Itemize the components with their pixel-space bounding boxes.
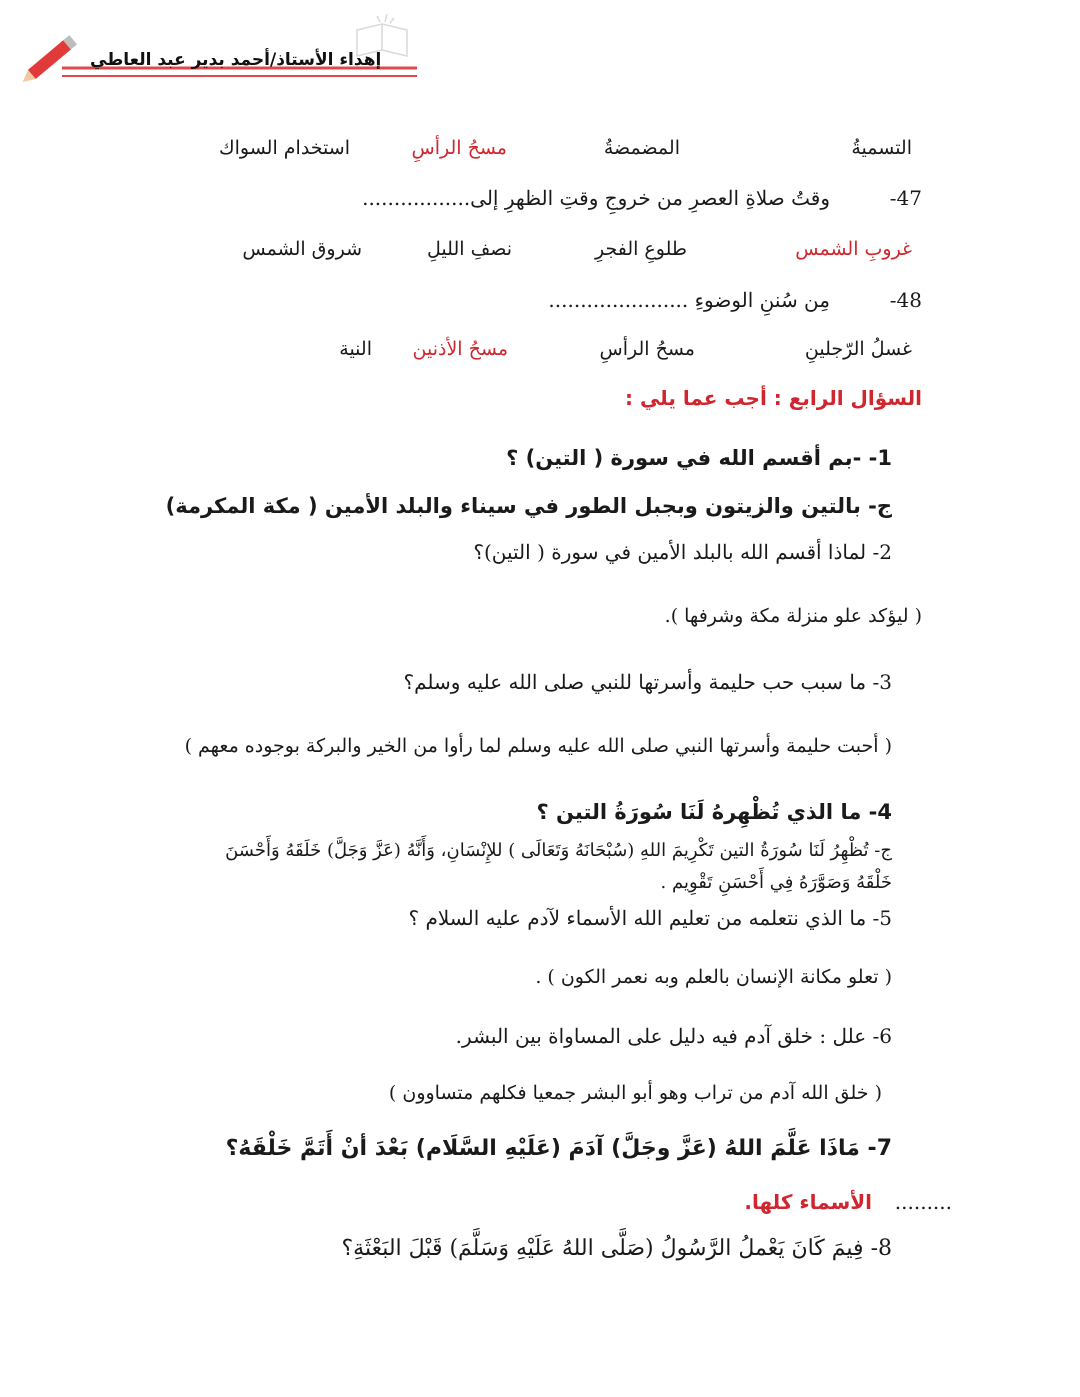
dedication-text: إهداء الأستاذ/أحمد بدير عبد العاطي [90, 50, 382, 70]
section4-title: السؤال الرابع : أجب عما يلي : [624, 386, 922, 410]
q48-number: 48- [889, 288, 922, 312]
q3: 3- ما سبب حب حليمة وأسرتها للنبي صلى الله عليه وسلم؟ [403, 670, 892, 694]
q48-text: مِن سُننِ الوضوءِ ...................... [548, 288, 830, 312]
a5: ( تعلو مكانة الإنسان بالعلم وبه نعمر الكون ) . [535, 966, 892, 988]
q48-option-1: غسلُ الرّجلينِ [804, 338, 912, 360]
q47-option-1-answer: غروبِ الشمس [795, 238, 912, 260]
q6: 6- علل : خلق آدم فيه دليل على المساواة بين البشر. [455, 1024, 892, 1048]
a7: الأسماء كلها. [744, 1190, 872, 1214]
a7-dots: ......... [894, 1190, 952, 1214]
q5: 5- ما الذي نتعلمه من تعليم الله الأسماء لآدم عليه السلام ؟ [408, 906, 892, 930]
q2: 2- لماذا أقسم الله بالبلد الأمين في سورة ( التين)؟ [473, 540, 892, 564]
q48-option-3-answer: مسحُ الأذنين [412, 338, 508, 360]
q46-option-4: استخدام السواك [218, 137, 350, 159]
q4: 4- ما الذي تُظْهِرهُ لَنَا سُورَةُ التين ؟ [536, 800, 892, 824]
a4-line2: خَلْقَهُ وَصَوَّرَهُ فِي أَحْسَنِ تَقْوِيم . [660, 872, 892, 893]
q7: 7- مَاذَا عَلَّمَ اللهُ (عَزَّ وجَلَّ) آدَمَ (عَلَيْهِ السَّلَام) بَعْدَ أنْ أَتَمَّ خَلْقَهُ؟ [225, 1136, 892, 1161]
a2: ( ليؤكد علو منزلة مكة وشرفها ). [664, 605, 922, 627]
q47-option-3: نصفِ الليلِ [427, 238, 512, 260]
a3: ( أحبت حليمة وأسرتها النبي صلى الله عليه وسلم لما رأوا من الخير والبركة بوجوده معهم ) [184, 735, 892, 757]
q47-option-4: شروق الشمس [242, 238, 362, 260]
q48-option-4: النية [339, 338, 372, 360]
a6: ( خلق الله آدم من تراب وهو أبو البشر جمعيا فكلهم متساوون ) [388, 1082, 882, 1104]
a1: ج- بالتين والزيتون وبجبل الطور في سيناء والبلد الأمين ( مكة المكرمة) [165, 494, 892, 518]
q46-option-1: التسميةُ [851, 137, 912, 159]
header-banner [22, 8, 422, 88]
pencil-book-icon [22, 8, 422, 88]
q46-option-2: المضمضةُ [603, 137, 680, 159]
q47-option-2: طلوعِ الفجرِ [594, 238, 687, 260]
q47-text: وقتُ صلاةِ العصرِ من خروجِ وقتِ الظهرِ إلى................. [362, 186, 830, 210]
q47-number: 47- [889, 186, 922, 210]
q8: 8- فِيمَ كَانَ يَعْملُ الرَّسُولُ (صَلَّى اللهُ عَلَيْهِ وَسَلَّمَ) قَبْلَ البَعْثَةِ؟ [341, 1236, 892, 1261]
q1: 1- -بم أقسم الله في سورة ( التين) ؟ [506, 446, 892, 470]
a4-line1: ج- تُظْهِرُ لَنَا سُورَةُ التين تَكْرِيمَ اللهِ (سُبْحَانَهُ وَتَعَالَى ) للإِنْسَانِ، وَأَنَّهُ (عَزَّ وَجَلَّ) خَلَقَهُ وَأَحْسَنَ [225, 840, 892, 861]
q46-option-3-answer: مسحُ الرأسِ [411, 137, 507, 159]
q48-option-2: مسحُ الرأسِ [599, 338, 695, 360]
